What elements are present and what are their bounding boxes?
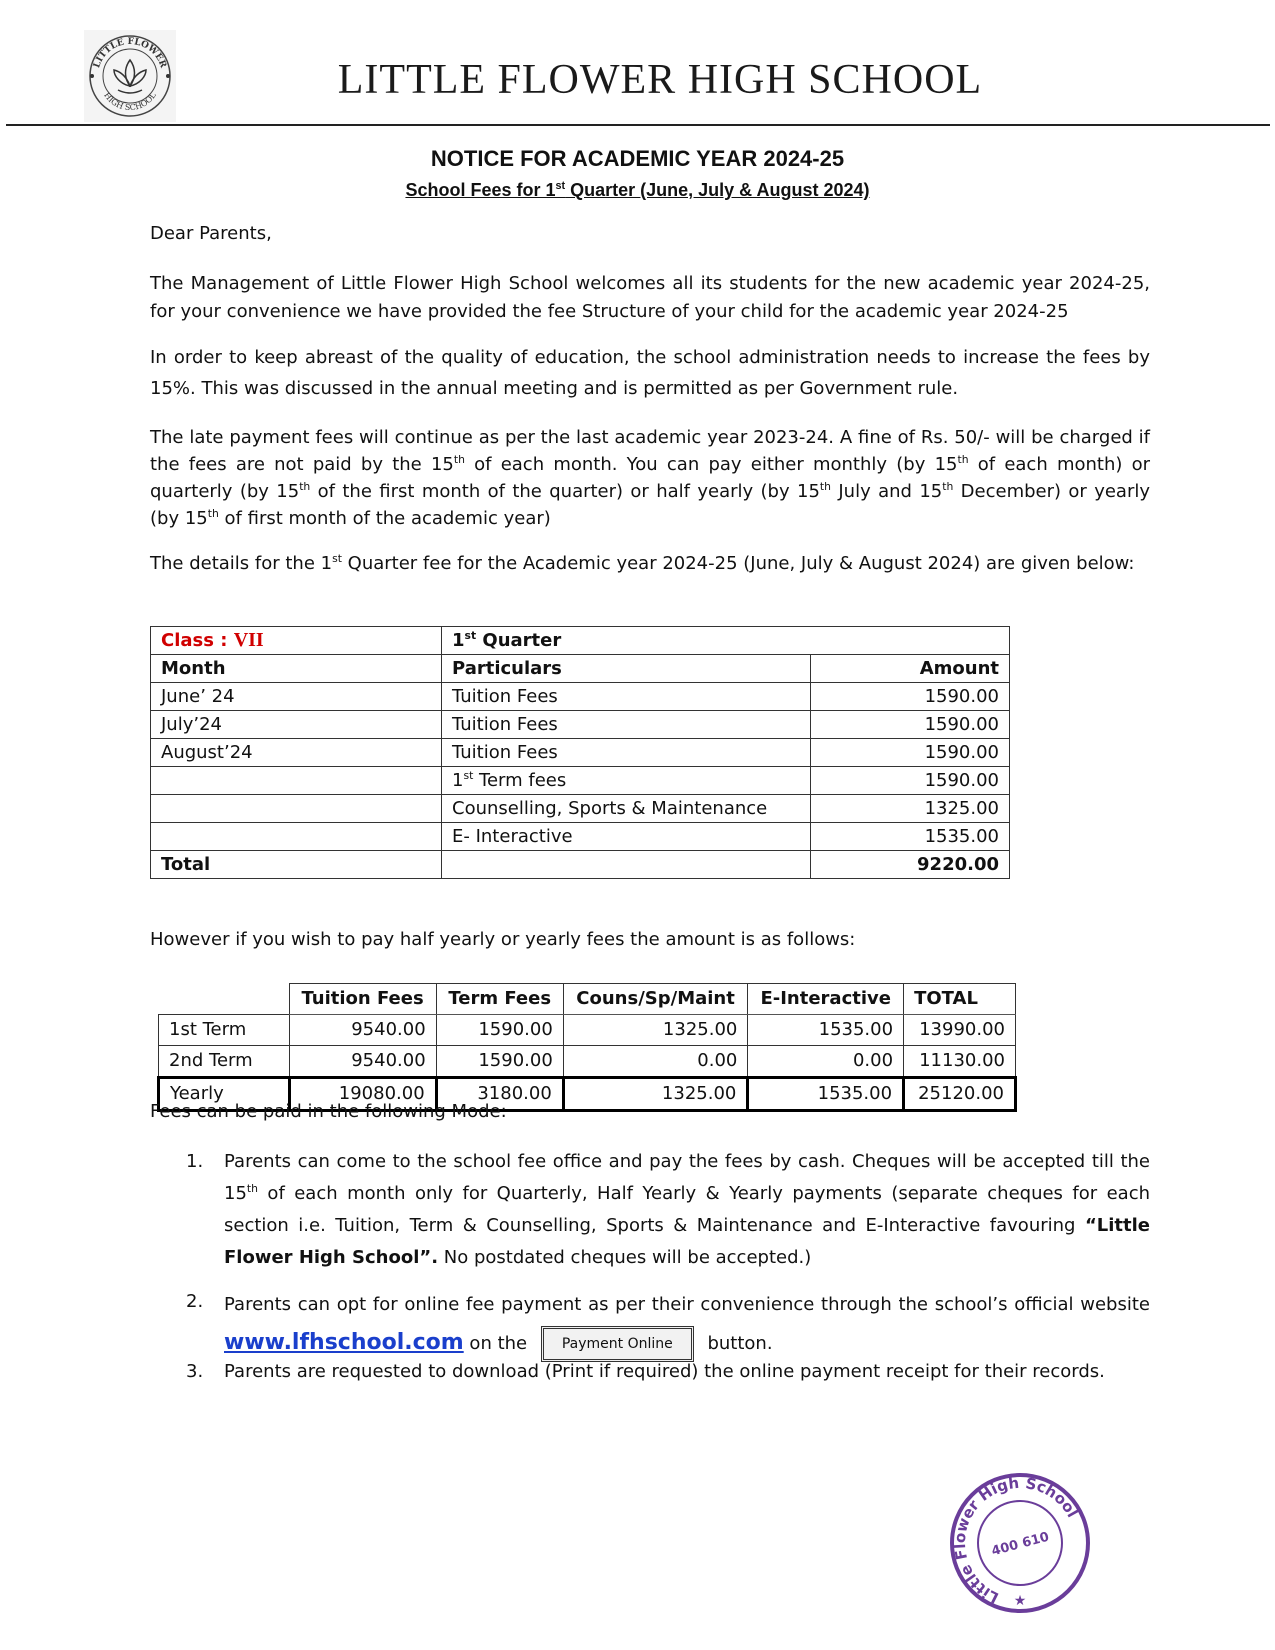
value-cell: 0.00 — [563, 1046, 748, 1078]
table-header-row — [159, 984, 1016, 1015]
month-cell: June’ 24 — [151, 683, 442, 711]
amount-cell: 1590.00 — [811, 683, 1010, 711]
paragraph-quarter-details: The details for the 1st Quarter fee for the Academic year 2024-25 (June, July & August 2024) are given below: — [150, 552, 1135, 574]
particular-cell: E- Interactive — [442, 823, 811, 851]
empty-cell — [442, 851, 811, 879]
total-amount: 9220.00 — [811, 851, 1010, 879]
value-cell: 1535.00 — [748, 1078, 904, 1111]
col-couns-sp-maint: Couns/Sp/Maint — [563, 984, 748, 1015]
amount-cell: 1535.00 — [811, 823, 1010, 851]
class-cell: Class : VII — [151, 627, 442, 655]
value-cell: 11130.00 — [904, 1046, 1016, 1078]
stamp-text: Little Flower High School — [950, 1473, 1082, 1607]
mode-item-online: 2. Parents can opt for online fee payment as per their convenience through the school’s official website www.lfhschool.com on the Payment Online button. — [186, 1286, 1150, 1363]
notice-title: NOTICE FOR ACADEMIC YEAR 2024-25 — [430, 146, 845, 171]
quarter-fee-table — [150, 626, 1010, 879]
value-cell: 1590.00 — [436, 1015, 563, 1046]
table-row — [151, 711, 1010, 739]
school-name: LITTLE FLOWER HIGH SCHOOL — [337, 57, 983, 103]
mode-item-receipt: 3. Parents are requested to download (Print if required) the online payment receipt for their records. — [186, 1361, 1105, 1382]
school-logo — [84, 30, 176, 122]
notice-subtitle: School Fees for 1st Quarter (June, July & August 2024) — [405, 180, 870, 200]
logo-text-top: LITTLE FLOWER — [92, 36, 168, 70]
table-row — [151, 795, 1010, 823]
website-link[interactable]: www.lfhschool.com — [224, 1330, 464, 1355]
value-cell: 3180.00 — [436, 1078, 563, 1111]
term-fee-table — [157, 983, 1017, 1112]
half-yearly-intro: However if you wish to pay half yearly or yearly fees the amount is as follows: — [150, 929, 856, 950]
month-cell: August’24 — [151, 739, 442, 767]
month-cell — [151, 823, 442, 851]
particular-cell: 1st Term fees — [442, 767, 811, 795]
value-cell: 0.00 — [748, 1046, 904, 1078]
col-term-fees: Term Fees — [436, 984, 563, 1015]
row-label: 1st Term — [159, 1015, 290, 1046]
table-header-row — [151, 655, 1010, 683]
empty-header-cell — [159, 984, 290, 1015]
particular-cell: Tuition Fees — [442, 683, 811, 711]
month-cell: July’24 — [151, 711, 442, 739]
modes-intro: Fees can be paid in the following Mode: — [150, 1101, 507, 1122]
salutation: Dear Parents, — [150, 223, 272, 244]
svg-text:★: ★ — [1013, 1593, 1027, 1609]
value-cell: 13990.00 — [904, 1015, 1016, 1046]
col-month: Month — [151, 655, 442, 683]
total-row — [151, 851, 1010, 879]
value-cell: 25120.00 — [904, 1078, 1016, 1111]
value-cell: 1325.00 — [563, 1078, 748, 1111]
table-row — [151, 823, 1010, 851]
particular-cell: Tuition Fees — [442, 711, 811, 739]
value-cell: 9540.00 — [289, 1015, 436, 1046]
col-total: TOTAL — [904, 984, 1016, 1015]
table-row — [151, 767, 1010, 795]
value-cell: 9540.00 — [289, 1046, 436, 1078]
paragraph-welcome: The Management of Little Flower High School welcomes all its students for the new academic year 2024-25, for your convenience we have provided the fee Structure of your child for the academic year 2024-25 — [150, 273, 1150, 322]
stamp-pin: 400 610 — [990, 1529, 1051, 1560]
mode-item-cash: 1. Parents can come to the school fee office and pay the fees by cash. Cheques will be accepted till the 15th of each month only for Quarterly, Half Yearly & Yearly payments (separate cheques for each section i.e. Tuition, Term & Counselling, Sports & Maintenance and E-Interactive favouring “Little Flower High School”. No postdated cheques will be accepted.) — [186, 1151, 1150, 1268]
particular-cell: Counselling, Sports & Maintenance — [442, 795, 811, 823]
value-cell: 19080.00 — [289, 1078, 436, 1111]
month-cell — [151, 767, 442, 795]
total-label: Total — [151, 851, 442, 879]
value-cell: 1590.00 — [436, 1046, 563, 1078]
table-row — [151, 683, 1010, 711]
paragraph-fee-increase: In order to keep abreast of the quality of education, the school administration needs to increase the fees by 15%. This was discussed in the annual meeting and is permitted as per Government rule. — [150, 347, 1150, 399]
particular-cell: Tuition Fees — [442, 739, 811, 767]
logo-text-bottom: HIGH SCHOOL — [102, 90, 158, 113]
row-label: Yearly — [159, 1078, 290, 1111]
amount-cell: 1590.00 — [811, 711, 1010, 739]
table-row — [159, 1046, 1016, 1078]
amount-cell: 1325.00 — [811, 795, 1010, 823]
header-divider — [6, 124, 1270, 126]
table-row — [159, 1015, 1016, 1046]
quarter-label: 1st Quarter — [442, 627, 1010, 655]
payment-online-button[interactable]: Payment Online — [541, 1326, 694, 1362]
value-cell: 1535.00 — [748, 1015, 904, 1046]
row-label: 2nd Term — [159, 1046, 290, 1078]
value-cell: 1325.00 — [563, 1015, 748, 1046]
amount-cell: 1590.00 — [811, 767, 1010, 795]
col-amount: Amount — [811, 655, 1010, 683]
col-tuition-fees: Tuition Fees — [289, 984, 436, 1015]
table-row — [151, 627, 1010, 655]
paragraph-late-payment: The late payment fees will continue as per the last academic year 2023-24. A fine of Rs. 50/- will be charged if the fees are not paid by the 15th of each month. You can pay either monthly (by 15th of each month) or quarterly (by 15th of the first month of the quarter) or half yearly (by 15th July and 15th December) or yearly (by 15th of first month of the academic year) — [150, 427, 1151, 529]
month-cell — [151, 795, 442, 823]
col-particulars: Particulars — [442, 655, 811, 683]
school-stamp — [945, 1468, 1095, 1618]
amount-cell: 1590.00 — [811, 739, 1010, 767]
col-e-interactive: E-Interactive — [748, 984, 904, 1015]
table-row — [151, 739, 1010, 767]
